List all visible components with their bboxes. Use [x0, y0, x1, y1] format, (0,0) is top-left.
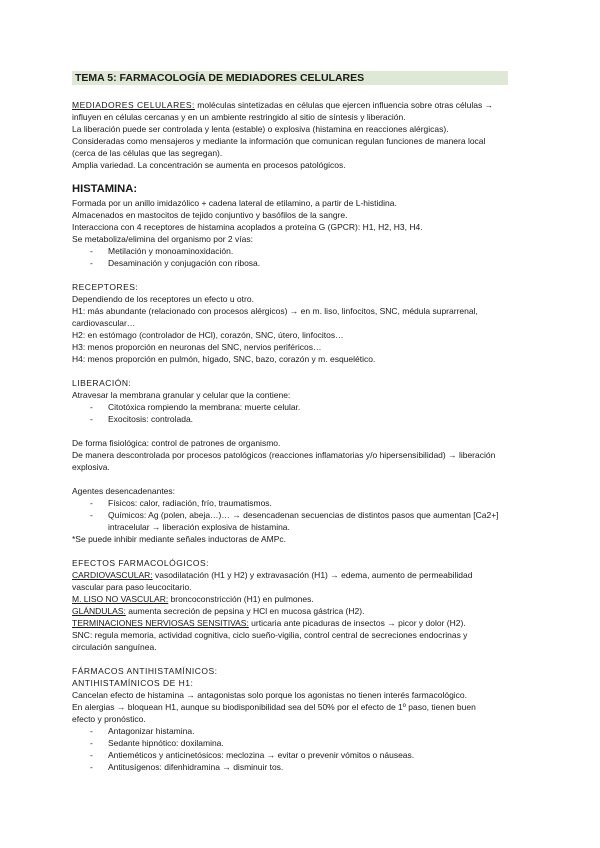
efectos-musculo-liso: M. LISO NO VASCULAR: broncoconstricción (H1) en pulmones.	[72, 594, 314, 604]
intro-term: MEDIADORES CELULARES:	[72, 100, 195, 110]
bullet-mark: -	[90, 498, 93, 508]
farmacos-heading: FÁRMACOS ANTIHISTAMÍNICOS:	[72, 666, 218, 676]
histamina-bullet-1: Metilación y monoaminoxidación.	[108, 246, 234, 256]
receptores-line-2: H1: más abundante (relacionado con procesos alérgicos) → en m. liso, linfocitos, SNC, médula suprarrenal,	[72, 306, 478, 316]
intro-line-2: influyen en células cercanas y en un ambiente restringido al sitio de síntesis y liberación.	[72, 112, 406, 122]
efectos-heading: EFECTOS FARMACOLÓGICOS:	[72, 558, 209, 568]
liberacion-bullet-4: Químicos: Ag (polen, abeja…)… → desencadenan secuencias de distintos pasos que aumentan [Ca2+]	[108, 510, 499, 520]
liberacion-heading: LIBERACIÓN:	[72, 378, 132, 388]
histamina-line-1: Formada por un anillo imidazólico + cadena lateral de etilamino, a partir de L-histidina.	[72, 198, 397, 208]
bullet-mark: -	[90, 738, 93, 748]
receptores-heading: RECEPTORES:	[72, 282, 139, 292]
efectos-cardiovascular-cont: vascular para paso leucocitario.	[72, 582, 192, 592]
histamina-line-3: Interacciona con 4 receptores de histamina acoplados a proteína G (GPCR): H1, H2, H3, H4.	[72, 222, 423, 232]
intro-line-4: Consideradas como mensajeros y mediante la información que comunican regulan funciones de manera local	[72, 136, 486, 146]
efectos-terminaciones: TERMINACIONES NERVIOSAS SENSITIVAS: urticaria ante picaduras de insectos → picor y dolor (H2).	[72, 618, 466, 628]
liberacion-bullet-1: Citotóxica rompiendo la membrana: muerte celular.	[108, 402, 301, 412]
intro-line-6: Amplia variedad. La concentración se aumenta en procesos patológicos.	[72, 160, 346, 170]
intro-line-5: (cerca de las células que las segregan).	[72, 148, 223, 158]
liberacion-line-1: Atravesar la membrana granular y celular que la contiene:	[72, 390, 291, 400]
liberacion-bullet-3: Físicos: calor, radiación, frío, traumatismos.	[108, 498, 272, 508]
liberacion-line-2: De forma fisiológica: control de patrones de organismo.	[72, 438, 281, 448]
efectos-snc: SNC: regula memoria, actividad cognitiva, ciclo sueño-vigilia, control central de secreciones endocrinas y	[72, 630, 468, 640]
liberacion-bullet-4-cont: intracelular → liberación explosiva de histamina.	[108, 522, 290, 532]
receptores-line-3: cardiovascular…	[72, 318, 136, 328]
farmacos-bullet-4: Antitusígenos: difenhidramina → disminuir tos.	[108, 762, 284, 772]
liberacion-bullet-2: Exocitosis: controlada.	[108, 414, 194, 424]
liberacion-note: *Se puede inhibir mediante señales inductoras de AMPc.	[72, 534, 287, 544]
histamina-line-4: Se metaboliza/elimina del organismo por 2 vías:	[72, 234, 253, 244]
farmacos-line-1: Cancelan efecto de histamina → antagonistas solo porque los agonistas no tienen interés farmacológico.	[72, 690, 468, 700]
intro-line-3: La liberación puede ser controlada y lenta (estable) o explosiva (histamina en reacciones alérgicas).	[72, 124, 449, 134]
efectos-snc-cont: circulación sanguínea.	[72, 642, 157, 652]
liberacion-line-5: Agentes desencadenantes:	[72, 486, 176, 496]
bullet-mark: -	[90, 750, 93, 760]
page-title: TEMA 5: FARMACOLOGÍA DE MEDIADORES CELULARES	[75, 72, 365, 84]
bullet-mark: -	[90, 762, 93, 772]
histamina-heading: HISTAMINA:	[72, 183, 138, 195]
bullet-mark: -	[90, 246, 93, 256]
histamina-bullet-2: Desaminación y conjugación con ribosa.	[108, 258, 261, 268]
liberacion-line-3: De manera descontrolada por procesos patológicos (reacciones inflamatorias y/o hipersensibilidad) → liberación	[72, 450, 496, 460]
liberacion-line-4: explosiva.	[72, 462, 110, 472]
receptores-line-1: Dependiendo de los receptores un efecto u otro.	[72, 294, 254, 304]
efectos-glandulas: GLÁNDULAS: aumenta secreción de pepsina y HCl en mucosa gástrica (H2).	[72, 606, 365, 616]
intro-line-1: MEDIADORES CELULARES: moléculas sintetizadas en células que ejercen influencia sobre otras células →	[72, 100, 494, 110]
farmacos-subheading: ANTIHISTAMÍNICOS DE H1:	[72, 678, 194, 688]
farmacos-bullet-1: Antagonizar histamina.	[108, 726, 195, 736]
bullet-mark: -	[90, 510, 93, 520]
receptores-line-5: H3: menos proporción en neuronas del SNC, nervios periféricos…	[72, 342, 322, 352]
bullet-mark: -	[90, 258, 93, 268]
bullet-mark: -	[90, 402, 93, 412]
farmacos-bullet-2: Sedante hipnótico: doxilamina.	[108, 738, 224, 748]
receptores-line-4: H2: en estómago (controlador de HCl), corazón, SNC, útero, linfocitos…	[72, 330, 344, 340]
farmacos-bullet-3: Antieméticos y anticinetósicos: meclozina → evitar o prevenir vómitos o náuseas.	[108, 750, 415, 760]
farmacos-line-3: efecto y pronóstico.	[72, 714, 146, 724]
bullet-mark: -	[90, 726, 93, 736]
histamina-line-2: Almacenados en mastocitos de tejido conjuntivo y basófilos de la sangre.	[72, 210, 348, 220]
bullet-mark: -	[90, 414, 93, 424]
receptores-line-6: H4: menos proporción en pulmón, hígado, SNC, bazo, corazón y m. esquelético.	[72, 354, 376, 364]
efectos-cardiovascular: CARDIOVASCULAR: vasodilatación (H1 y H2) y extravasación (H1) → edema, aumento de permeabilidad	[72, 570, 473, 580]
farmacos-line-2: En alergias → bloquean H1, aunque su biodisponibilidad sea del 50% por el efecto de 1º paso, tienen buen	[72, 702, 476, 712]
